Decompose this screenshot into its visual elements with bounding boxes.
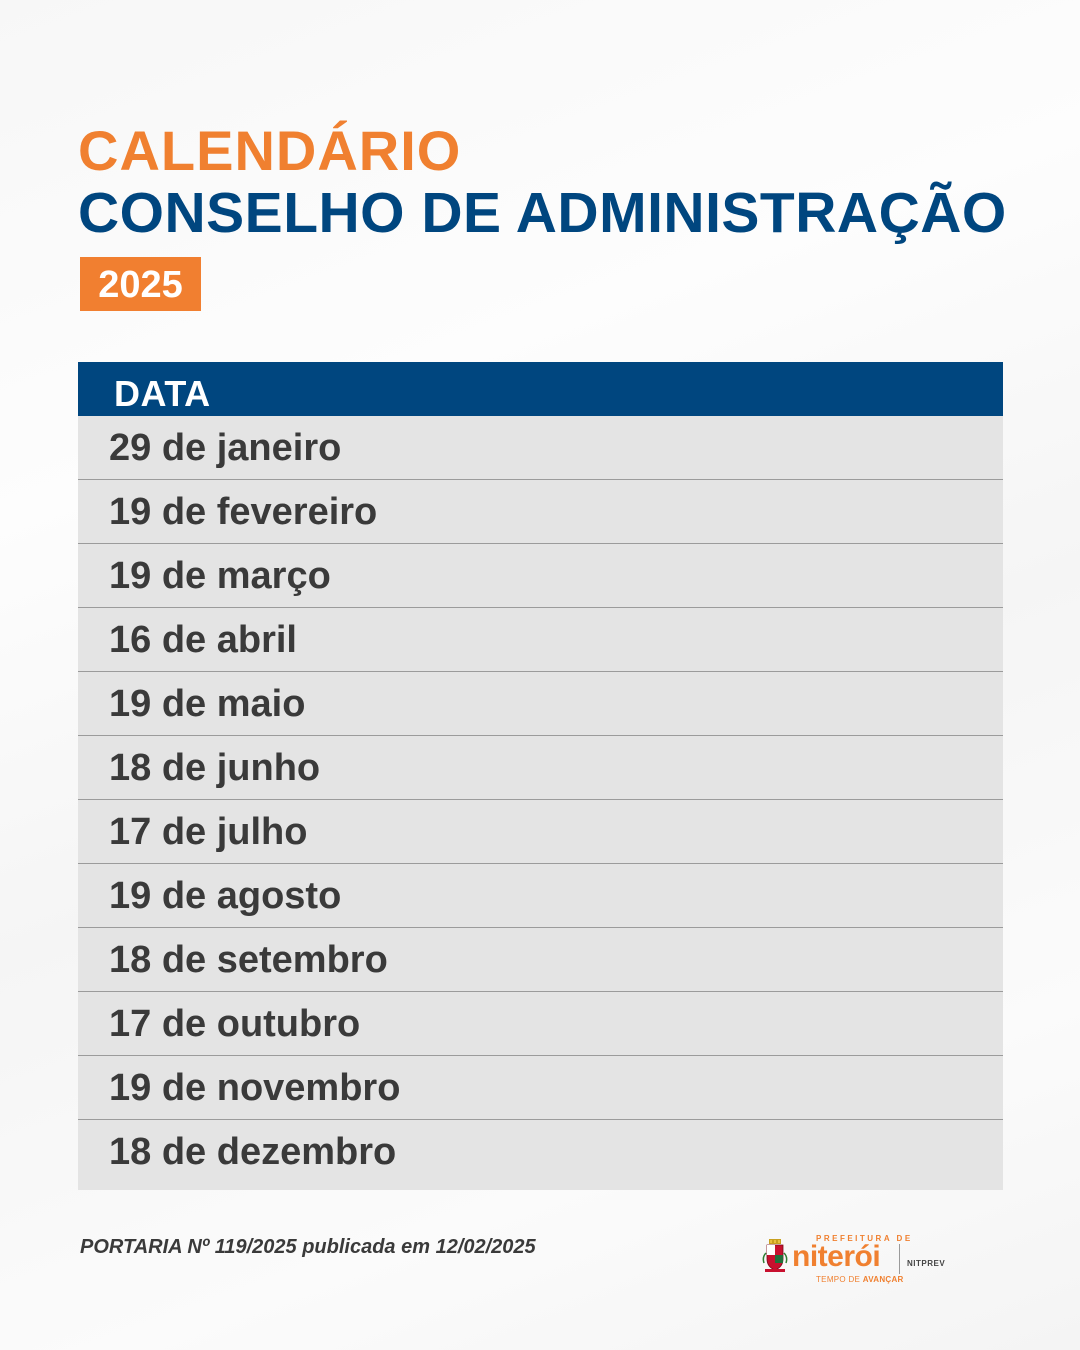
table-row: 17 de outubro (78, 992, 1003, 1056)
city-coat-of-arms-icon (762, 1239, 788, 1273)
logo-tagline (816, 1275, 904, 1284)
table-row: 19 de novembro (78, 1056, 1003, 1120)
table-row: 18 de setembro (78, 928, 1003, 992)
table-row: 29 de janeiro (78, 416, 1003, 480)
table-row: 17 de julho (78, 800, 1003, 864)
page-title-line-2: CONSELHO DE ADMINISTRAÇÃO (78, 181, 1007, 245)
page-title-line-1: CALENDÁRIO (78, 119, 462, 182)
table-row: 19 de março (78, 544, 1003, 608)
table-row: 19 de agosto (78, 864, 1003, 928)
table-row: 18 de dezembro (78, 1120, 1003, 1190)
table-row: 19 de fevereiro (78, 480, 1003, 544)
portaria-note: PORTARIA Nº 119/2025 publicada em 12/02/2025 (80, 1236, 536, 1258)
niteroi-logo (762, 1234, 952, 1294)
table-row: 16 de abril (78, 608, 1003, 672)
logo-wordmark: niterói (792, 1240, 881, 1273)
dates-table (78, 362, 1003, 1190)
logo-prefix: PREFEITURA DE (816, 1234, 913, 1243)
logo-tagline-part-2: AVANÇAR (862, 1275, 904, 1284)
table-row: 18 de junho (78, 736, 1003, 800)
logo-tagline-part-1: TEMPO DE (816, 1275, 863, 1284)
year-badge: 2025 (80, 257, 201, 311)
logo-sub-brand: NITPREV (907, 1259, 946, 1268)
table-row: 19 de maio (78, 672, 1003, 736)
logo-divider (899, 1244, 900, 1274)
table-header: DATA (78, 362, 1003, 416)
